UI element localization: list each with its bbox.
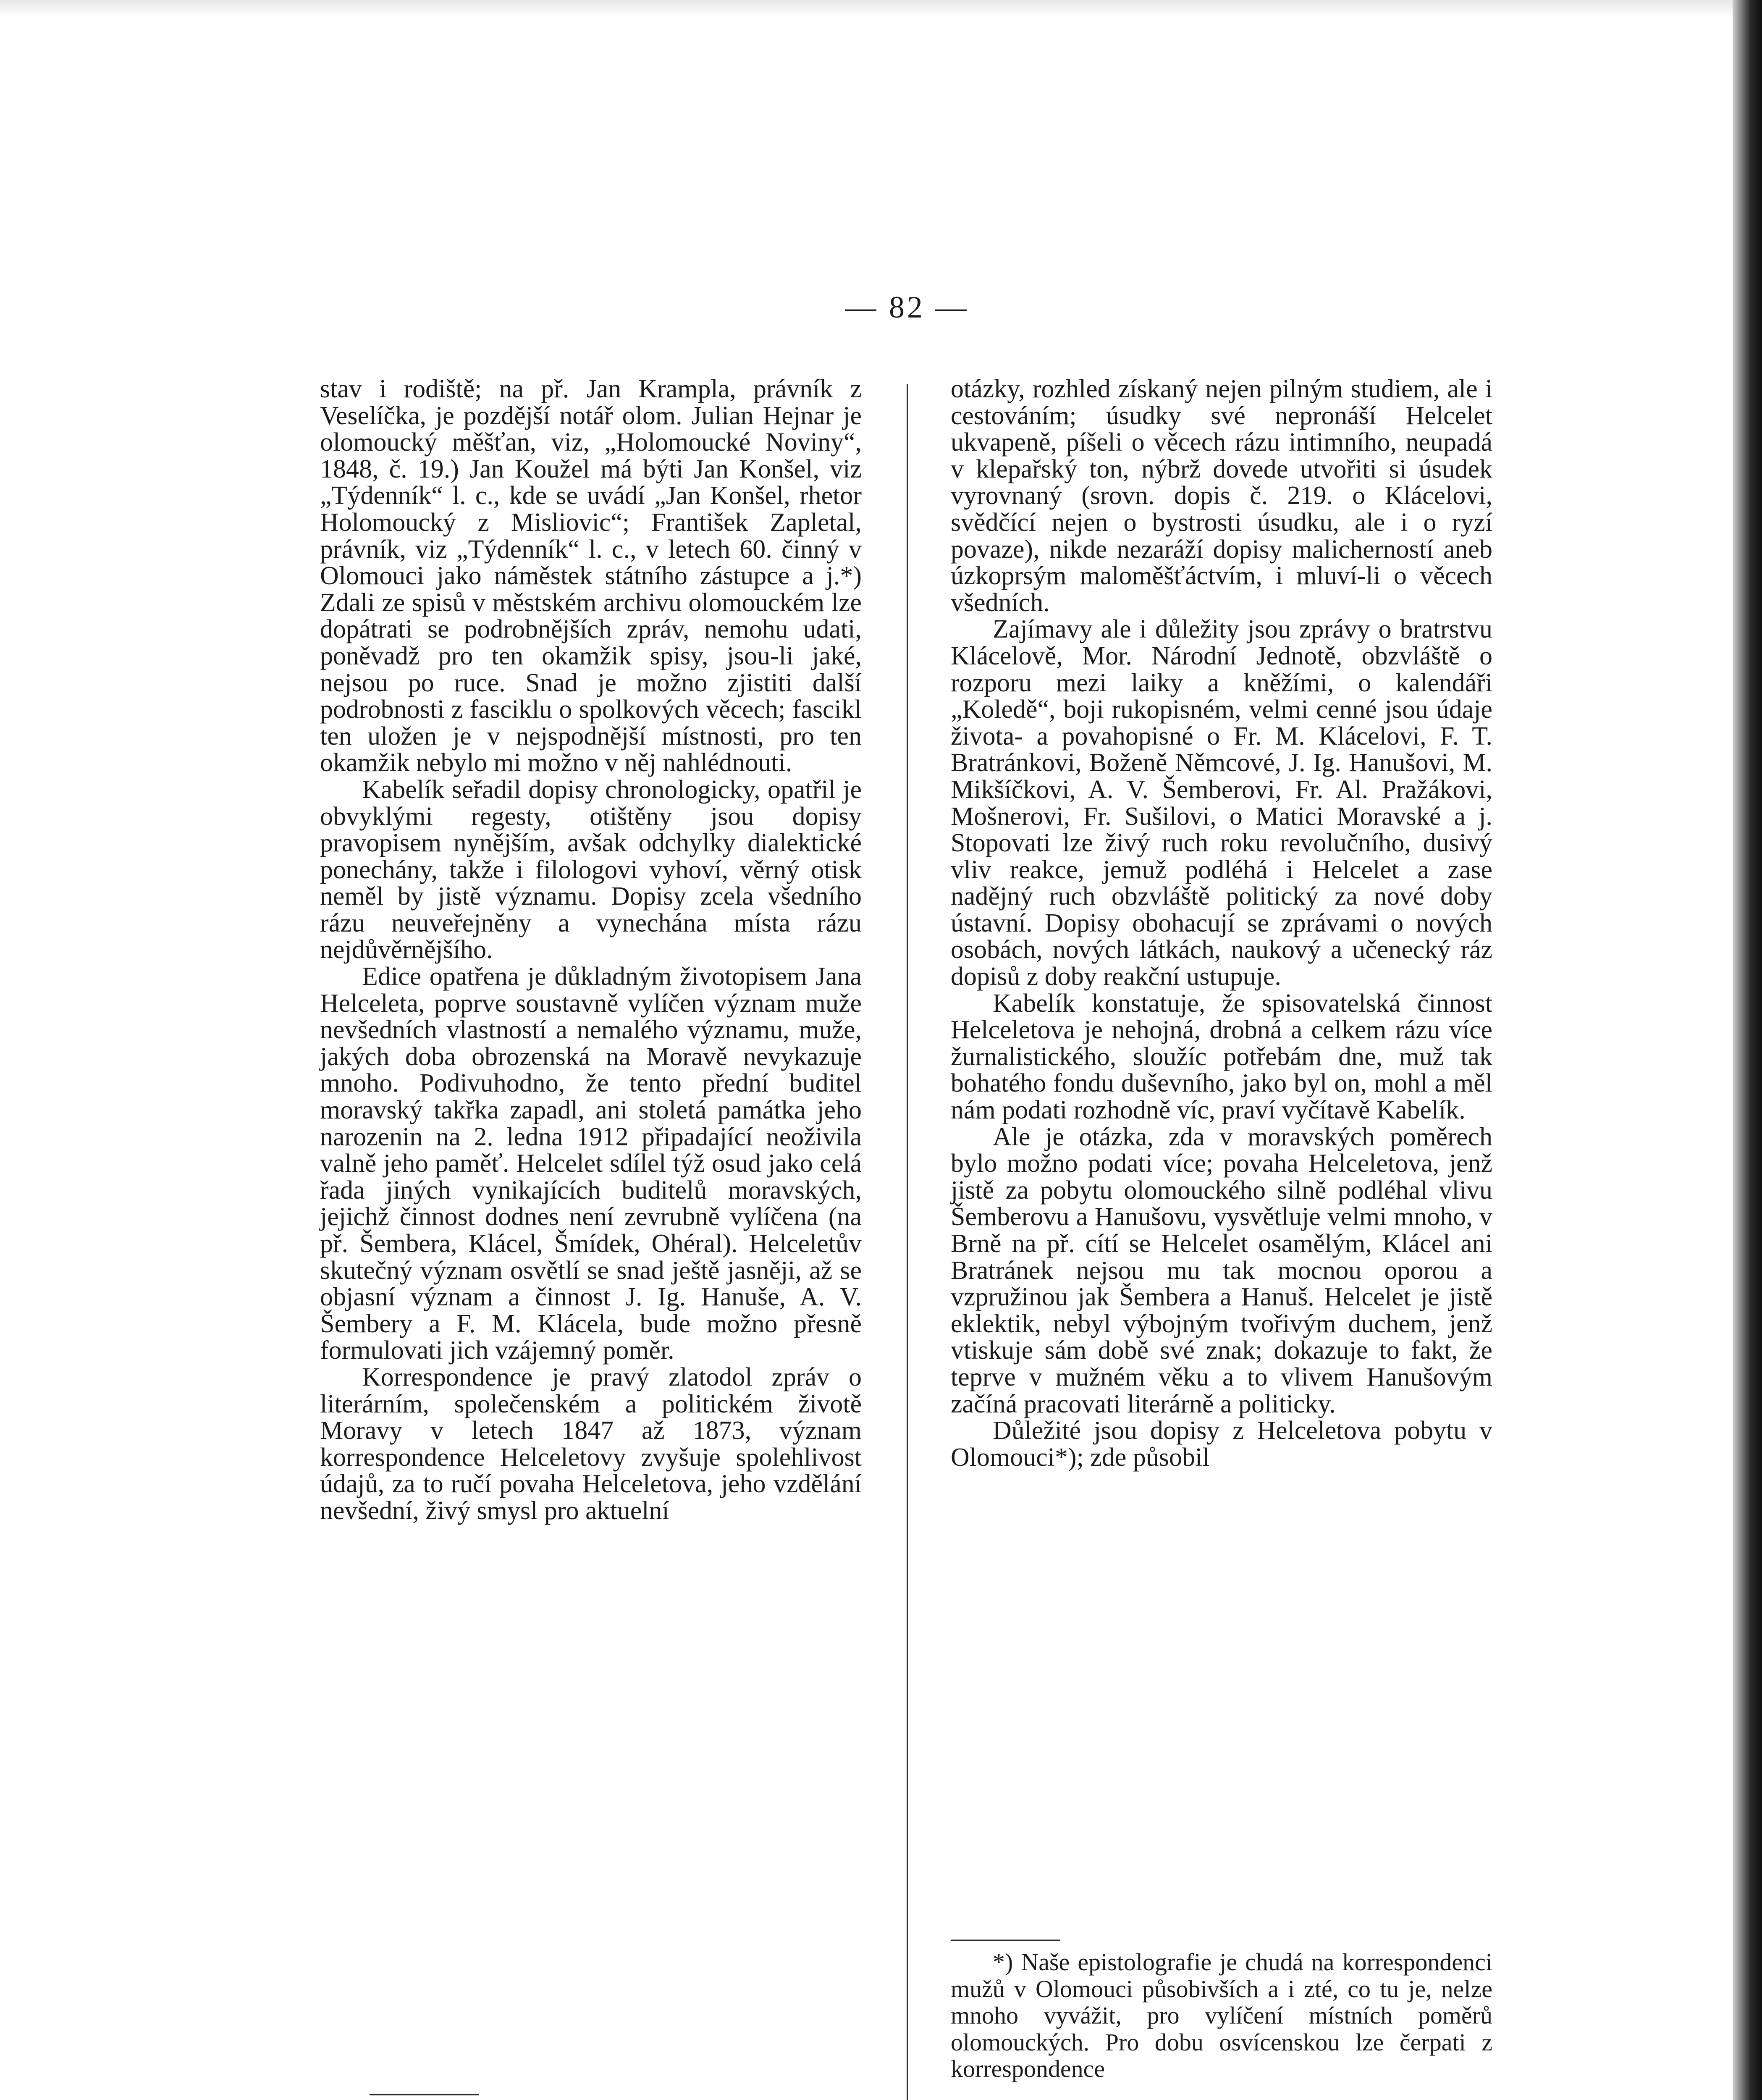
footnote-right: [951, 1949, 1492, 2082]
left-paragraph-4: Korrespondence je pravý zlatodol zpráv o literárním, společenském a politickém životě Moravy v letech 1847 až 1873, význam korrespondence Helceletovy zvyšuje spolehlivost údajů, za to ručí povaha Helceletova, jeho vzdělání nevšední, živý smysl pro aktuelní: [320, 1362, 862, 1525]
left-paragraph-2: Kabelík seřadil dopisy chronologicky, opatřil je obvyklými regesty, otištěny jsou dopisy pravopisem nynějším, avšak odchylky dialektické ponechány, takže i filologovi vyhoví, věrný otisk neměl by jistě významu. Dopisy zcela všedního rázu neuveřejněny a vynechána místa rázu nejdůvěrnějšího.: [320, 775, 862, 964]
right-paragraph-3: Kabelík konstatuje, že spisovatelská činnost Helceletova je nehojná, drobná a celkem rázu více žurnalistického, sloužíc potřebám dne, muž tak bohatého fondu duševního, jako byl on, mohl a měl nám podati rozhodně víc, praví vyčítavě Kabelík.: [951, 989, 1492, 1125]
left-paragraph-1: stav i rodiště; na př. Jan Krampla, právník z Veselíčka, je pozdější notář olom. Julian Hejnar je olomoucký měšťan, viz, „Holomoucké Noviny“, 1848, č. 19.) Jan Koužel má býti Jan Konšel, viz „Týdenník“ l. c., kde se uvádí „Jan Konšel, rhetor Holomoucký z Misliovic“; František Zapletal, právník, viz „Týdenník“ l. c., v letech 60. činný v Olomouci jako náměstek státního zástupce a j.*) Zdali ze spisů v městském archivu olomouckém lze dopátrati se podrobnějších zpráv, nemohu udati, poněvadž pro ten okamžik spisy, jsou-li jaké, nejsou po ruce. Snad je možno zjistiti další podrobnosti z fasciklu o spolkových věcech; fascikl ten uložen je v nejspodnější místnosti, pro ten okamžik nebylo mi možno v něj nahlédnouti.: [320, 375, 862, 777]
left-column: [320, 376, 862, 1525]
left-paragraph-3: Edice opatřena je důkladným životopisem Jana Helceleta, poprve soustavně vylíčen význam muže nevšedních vlastností a nemalého významu, muže, jakých doba obrozenská na Moravě nevykazuje mnoho. Podivuhodno, že tento přední buditel moravský takřka zapadl, ani stoletá památka jeho narozenin na 2. ledna 1912 připadající neoživila valně jeho paměť. Helcelet sdílel týž osud jako celá řada jiných vynikajících buditelů moravských, jejichž činnost dodnes není zevrubně vylíčena (na př. Šembera, Klácel, Šmídek, Ohéral). Helceletův skutečný význam osvětlí se snad ještě jasněji, až se objasní význam a činnost J. Ig. Hanuše, A. V. Šembery a F. M. Klácela, bude možno přesně formulovati jich vzájemný poměr.: [320, 962, 862, 1365]
footnote-rule-left: [370, 2094, 479, 2095]
right-paragraph-5: Důležité jsou dopisy z Helceletova pobytu v Olomouci*); zde působil: [951, 1416, 1492, 1472]
page-number: — 82 —: [845, 290, 969, 325]
footnote-rule-right: [951, 1940, 1060, 1941]
right-paragraph-1: otázky, rozhled získaný nejen pilným studiem, ale i cestováním; úsudky své nepronáší Helcelet ukvapeně, píšeli o věcech rázu intimního, neupadá v klepařský ton, nýbrž dovede utvořiti si úsudek vyrovnaný (srovn. dopis č. 219. o Klácelovi, svědčící nejen o bystrosti úsudku, ale i o ryzí povaze), nikde nezaráží dopisy malicherností aneb úzkoprsým maloměšťáctvím, i mluví-li o věcech všedních.: [951, 375, 1492, 617]
right-column: [951, 376, 1492, 1471]
right-paragraph-4: Ale je otázka, zda v moravských poměrech bylo možno podati více; povaha Helceletova, jenž jistě za pobytu olomouckého silně podléhal vlivu Šemberovu a Hanušovu, vysvětluje velmi mnoho, v Brně na př. cítí se Helcelet osamělým, Klácel ani Bratránek nejsou mu tak mocnou oporou a vzpružinou jak Šembera a Hanuš. Helcelet je jistě eklektik, nebyl výbojným tvořivým duchem, jenž vtiskuje sám době své znak; dokazuje to fakt, že teprve v mužném věku a to vlivem Hanušovým začíná pracovati literárně a politicky.: [951, 1122, 1492, 1418]
right-paragraph-2: Zajímavy ale i důležity jsou zprávy o bratrstvu Klácelově, Mor. Národní Jednotě, obzvláště o rozporu mezi laiky a kněžími, o kalendáři „Koledě“, boji rukopisném, velmi cenné jsou údaje života- a povahopisné o Fr. M. Klácelovi, F. T. Bratránkovi, Boženě Němcové, J. Ig. Hanušovi, M. Mikšíčkovi, A. V. Šemberovi, Fr. Al. Pražákovi, Mošnerovi, Fr. Sušilovi, o Matici Moravské a j. Stopovati lze živý ruch roku revolučního, dusivý vliv reakce, jemuž podléhá i Helcelet a zase nadějný ruch obzvláště politický za nové doby ústavní. Dopisy obohacují se zprávami o nových osobách, nových látkách, naukový a učenecký ráz dopisů z doby reakční ustupuje.: [951, 615, 1492, 991]
column-divider: [907, 384, 908, 2100]
footnote-right-text: *) Naše epistolografie je chudá na korrespondenci mužů v Olomouci působivších a i zté, co tu je, nelze mnoho vyvážit, pro vylíčení místních poměrů olomouckých. Pro dobu osvícenskou lze čerpati z korrespondence: [951, 1948, 1492, 2083]
page-top-edge: [0, 0, 1738, 17]
page-edge-shadow: [1733, 0, 1762, 2100]
